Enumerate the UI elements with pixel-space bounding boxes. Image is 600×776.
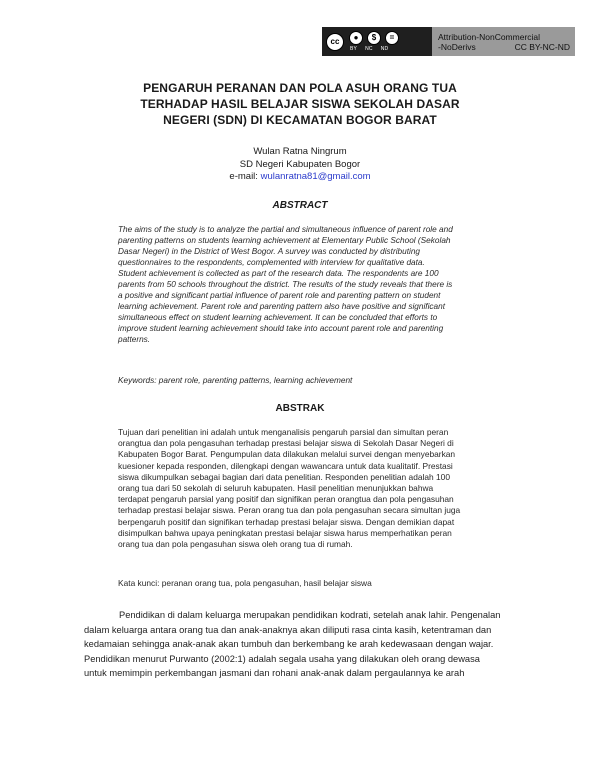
abstract-line: patterns.: [118, 335, 151, 344]
license-code-nd: ND: [380, 46, 389, 52]
abstract-line: Student achievement is collected as part of the research data. The respondents are 100: [118, 269, 439, 278]
body-line: Pendidikan di dalam keluarga merupakan pendidikan kodrati, setelah anak lahir. Pengenalan: [119, 610, 501, 620]
author-email-link[interactable]: wulanratna81@gmail.com: [260, 171, 371, 182]
body-line: untuk memimpin perkembangan jasmani dan rohani anak-anak dalam pergaulannya ke arah: [84, 668, 465, 678]
noderivs-equals-icon: =: [385, 31, 399, 45]
body-line: Pendidikan menurut Purwanto (2002:1) adalah segala usaha yang dilakukan oleh orang dewasa: [84, 653, 480, 664]
abstrak-line: terdapat pengaruh parsial yang positif dan signifikan peran orangtua dan pola pengasuhan: [118, 494, 454, 505]
body-line: dalam keluarga antara orang tua dan anak-anaknya akan diliputi rasa cinta kasih, ketentraman dan: [84, 624, 492, 635]
abstrak-line: orang tua dari 50 sekolah di seluruh kabupaten. Hasil penelitian menunjukkan bahwa: [118, 483, 434, 494]
abstract-line: Dasar Negeri) in the District of West Bogor. A survey was conducted by distributing: [118, 247, 421, 256]
paper-title: [90, 80, 510, 128]
license-line-2-right: CC BY-NC-ND: [514, 41, 570, 52]
cc-badge: [322, 27, 432, 56]
abstrak-line: Tujuan dari penelitian ini adalah untuk menganalisis pengaruh parsial dan simultan peran: [118, 427, 449, 437]
author-block: [150, 146, 450, 184]
abstrak-line: siswa dikumpulkan sebagai bagian dari data penelitian. Responden penelitian adalah 100: [118, 471, 450, 482]
license-line-2-left: -NoDerivs: [438, 41, 476, 52]
title-line: PENGARUH PERANAN DAN POLA ASUH ORANG TUA: [143, 81, 457, 95]
author-name: Wulan Ratna Ningrum: [253, 146, 347, 157]
email-label: e-mail:: [229, 171, 261, 182]
license-line-1: Attribution-NonCommercial: [438, 31, 541, 42]
abstrak-line: orangtua dan pola pengasuhan terhadap prestasi belajar siswa di Sekolah Dasar Negeri di: [118, 438, 454, 449]
abstrak-line: kuesioner kepada responden, dilengkapi dengan wawancara untuk data kualitatif. Prestasi: [118, 460, 453, 471]
title-line: TERHADAP HASIL BELAJAR SISWA SEKOLAH DASAR: [140, 97, 460, 111]
abstrak-line: berpengaruh positif dan signifikan terhadap prestasi belajar siswa. Dengan demikian dapat: [118, 516, 455, 527]
abstract-line: simultaneous effect on student learning achievement. It can be concluded that efforts to: [118, 313, 438, 322]
abstrak-heading: ABSTRAK: [275, 403, 325, 414]
abstract-line: parenting patterns on students learning achievement at Elementary Public School (Sekolah: [118, 236, 451, 245]
noncommercial-dollar-icon: $: [367, 31, 381, 45]
author-email-row: [150, 171, 450, 184]
abstract-heading: ABSTRACT: [272, 200, 328, 211]
abstract-keywords: Keywords: parent role, parenting patterns, learning achievement: [118, 376, 353, 385]
abstrak-body: [118, 427, 488, 550]
license-code-by: BY: [350, 46, 358, 52]
body-paragraph: [84, 608, 524, 681]
license-banner: [322, 27, 575, 56]
abstrak-keywords: Kata kunci: peranan orang tua, pola pengasuhan, hasil belajar siswa: [118, 578, 372, 588]
abstract-line: learning achievement. Parent role and parenting pattern also have positive and significant: [118, 302, 445, 311]
creative-commons-icon: cc: [326, 33, 344, 51]
title-line: NEGERI (SDN) DI KECAMATAN BOGOR BARAT: [163, 113, 437, 127]
attribution-person-icon: ●: [349, 31, 363, 45]
license-code-nc: NC: [365, 46, 373, 52]
body-line: kedamaian sehingga anak-anak akan tumbuh dan berkembang ke arah kedewasaan dengan wajar.: [84, 639, 494, 649]
abstract-line: a positive and significant partial influence of parent role and parenting pattern on student: [118, 291, 441, 300]
abstract-line: questionnaires to the respondents, complemented with interview for qualitative data.: [118, 258, 425, 267]
license-text: [432, 32, 575, 52]
abstract-line: improve student learning achievement should take into account parent role and parenting: [118, 324, 444, 333]
abstract-body: [118, 224, 488, 345]
abstrak-line: terhadap prestasi belajar siswa. Peran orang tua dan pola pengasuhan secara simultan juga: [118, 505, 461, 516]
abstrak-line: disimpulkan bahwa upaya peningkatan prestasi belajar siswa harus memperhatikan peran: [118, 527, 452, 538]
abstract-line: The aims of the study is to analyze the partial and simultaneous influence of parent role and: [118, 225, 453, 234]
abstract-line: parents from 50 schools throughout the district. The results of the study reveals that there is: [118, 280, 453, 289]
author-affiliation: SD Negeri Kabupaten Bogor: [239, 158, 361, 170]
abstrak-line: orang tua dan pola pengasuhan siswa oleh orang tua di rumah.: [118, 539, 353, 550]
abstrak-line: Kabupaten Bogor Barat. Pengumpulan data dilakukan melalui survei dengan menyebarkan: [118, 449, 456, 460]
